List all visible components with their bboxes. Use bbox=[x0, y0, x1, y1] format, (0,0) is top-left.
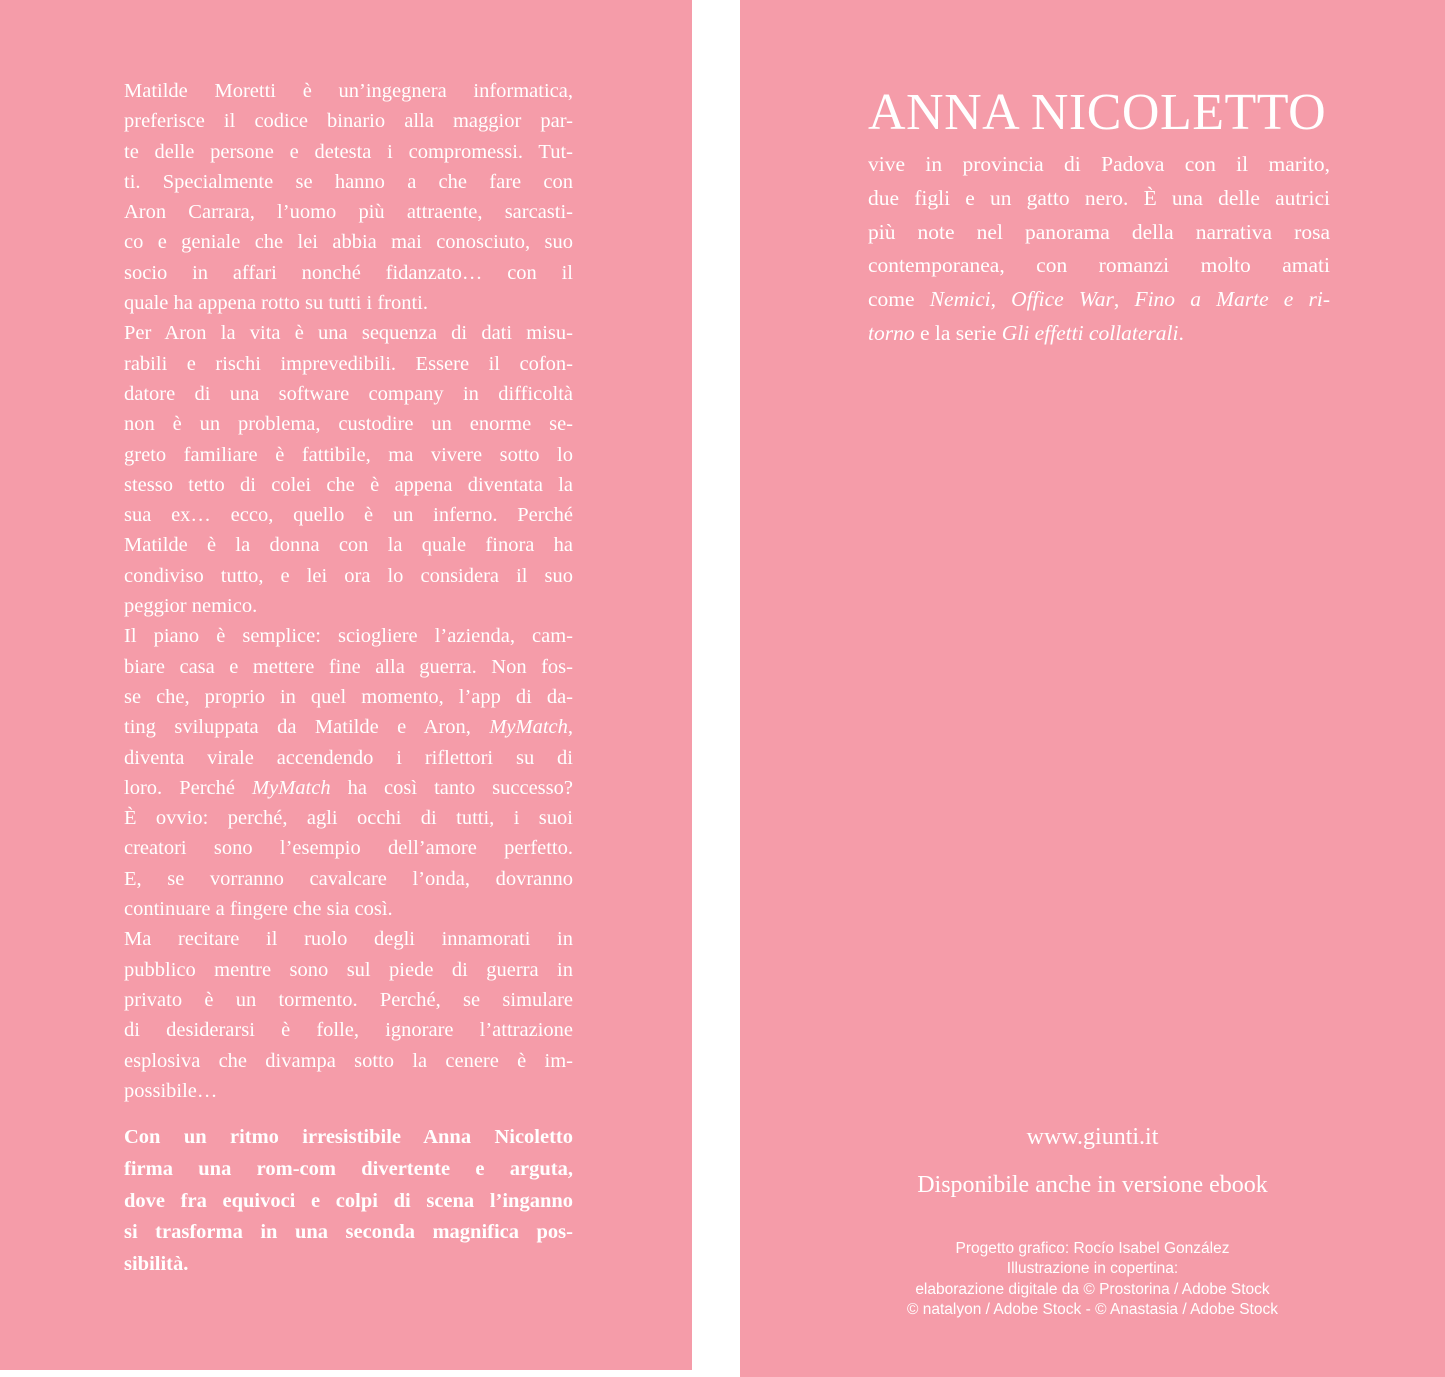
text-line: diventa virale accendendo i riflettori su di bbox=[124, 746, 573, 769]
text-line: Illustrazione in copertina: bbox=[1006, 1260, 1179, 1278]
text-line: Progetto grafico: Rocío Isabel González bbox=[955, 1240, 1230, 1257]
text-line: ti. Specialmente se hanno a che fare con bbox=[124, 170, 573, 193]
text-line: elaborazione digitale da © Prostorina / Adobe Stock bbox=[915, 1280, 1270, 1298]
author-name: ANNA NICOLETTO bbox=[868, 84, 1327, 141]
synopsis-paragraph bbox=[124, 76, 573, 318]
text-line: possibile… bbox=[124, 1079, 218, 1102]
text-line: preferisce il codice binario alla maggior par- bbox=[124, 110, 573, 133]
synopsis-paragraph bbox=[124, 318, 573, 621]
text-line: più note nel panorama della narrativa rosa bbox=[868, 219, 1330, 244]
text-line: biare casa e mettere fine alla guerra. Non fos- bbox=[124, 655, 573, 678]
publisher-website: www.giunti.it bbox=[1026, 1124, 1159, 1150]
text-line: Ma recitare il ruolo degli innamorati in bbox=[124, 928, 573, 951]
author-bio bbox=[868, 148, 1330, 351]
text-line: Il piano è semplice: sciogliere l’azienda, cam- bbox=[124, 625, 573, 648]
text-line: continuare a fingere che sia così. bbox=[124, 898, 393, 921]
text-line: si trasforma in una seconda magnifica pos- bbox=[124, 1221, 573, 1244]
left-book-flap bbox=[0, 0, 692, 1370]
ebook-availability-note: Disponibile anche in versione ebook bbox=[917, 1172, 1268, 1198]
text-line: Per Aron la vita è una sequenza di dati misu- bbox=[124, 322, 573, 345]
text-line: Matilde Moretti è un’ingegnera informatica, bbox=[124, 80, 573, 102]
text-line: non è un problema, custodire un enorme se- bbox=[124, 413, 573, 436]
text-line: rabili e rischi imprevedibili. Essere il cofon- bbox=[124, 352, 573, 375]
text-line: Matilde è la donna con la quale finora ha bbox=[124, 534, 573, 557]
text-line: loro. Perché MyMatch ha così tanto successo? bbox=[124, 776, 573, 799]
text-line: dove fra equivoci e colpi di scena l’inganno bbox=[124, 1189, 573, 1212]
text-line: co e geniale che lei abbia mai conosciuto, suo bbox=[124, 231, 573, 254]
publisher-tagline bbox=[124, 1122, 573, 1281]
text-line: due figli e un gatto nero. È una delle autrici bbox=[868, 185, 1330, 210]
text-line: E, se vorranno cavalcare l’onda, dovranno bbox=[124, 867, 573, 890]
text-line: vive in provincia di Padova con il marito, bbox=[868, 152, 1330, 176]
text-line: socio in affari nonché fidanzato… con il bbox=[124, 261, 573, 284]
design-credits bbox=[740, 1239, 1445, 1320]
text-line: È ovvio: perché, agli occhi di tutti, i suoi bbox=[124, 807, 573, 830]
right-book-flap bbox=[740, 0, 1445, 1377]
text-line: condiviso tutto, e lei ora lo considera il suo bbox=[124, 564, 573, 587]
book-synopsis bbox=[124, 76, 573, 1106]
text-line: privato è un tormento. Perché, se simulare bbox=[124, 988, 573, 1011]
text-line: quale ha appena rotto su tutti i fronti. bbox=[124, 292, 429, 315]
text-line: di desiderarsi è folle, ignorare l’attrazione bbox=[124, 1019, 573, 1042]
text-line: datore di una software company in difficoltà bbox=[124, 382, 573, 405]
text-line: stesso tetto di colei che è appena diventata la bbox=[124, 473, 573, 496]
text-line: Con un ritmo irresistibile Anna Nicoletto bbox=[124, 1126, 573, 1148]
synopsis-paragraph bbox=[124, 621, 573, 924]
synopsis-paragraph bbox=[124, 924, 573, 1106]
text-line: © natalyon / Adobe Stock - © Anastasia / Adobe Stock bbox=[907, 1300, 1278, 1318]
text-line: creatori sono l’esempio dell’amore perfetto. bbox=[124, 837, 573, 860]
text-line: Aron Carrara, l’uomo più attraente, sarcasti- bbox=[124, 201, 573, 224]
text-line: esplosiva che divampa sotto la cenere è im- bbox=[124, 1049, 573, 1072]
text-line: firma una rom-com divertente e arguta, bbox=[124, 1157, 573, 1180]
text-line: se che, proprio in quel momento, l’app di da- bbox=[124, 685, 573, 708]
text-line: pubblico mentre sono sul piede di guerra in bbox=[124, 958, 573, 981]
text-line: peggior nemico. bbox=[124, 595, 258, 618]
text-line: torno e la serie Gli effetti collaterali. bbox=[868, 320, 1184, 345]
text-line: come Nemici, Office War, Fino a Marte e ri- bbox=[868, 287, 1330, 312]
text-line: ting sviluppata da Matilde e Aron, MyMatch, bbox=[124, 716, 573, 739]
text-line: te delle persone e detesta i compromessi. Tut- bbox=[124, 140, 573, 163]
text-line: contemporanea, con romanzi molto amati bbox=[868, 253, 1330, 278]
text-line: greto familiare è fattibile, ma vivere sotto lo bbox=[124, 443, 573, 466]
text-line: sua ex… ecco, quello è un inferno. Perché bbox=[124, 504, 573, 527]
text-line: sibilità. bbox=[124, 1253, 189, 1276]
